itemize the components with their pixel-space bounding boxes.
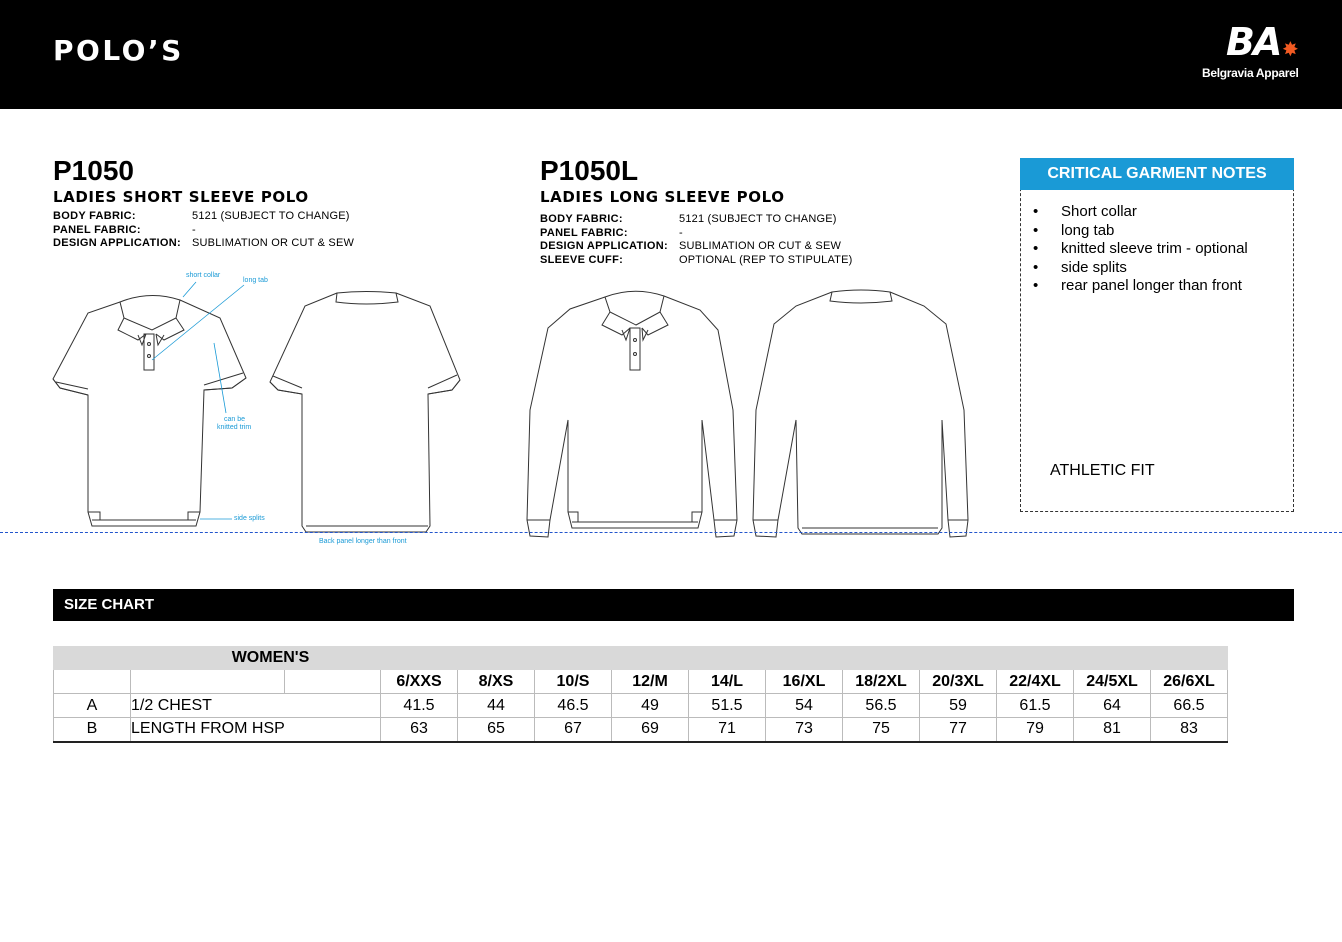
list-item: • Short collar	[1033, 203, 1137, 220]
divider	[0, 532, 1342, 533]
long-sleeve-back-drawing	[753, 290, 968, 537]
logo-mark: BA	[1226, 20, 1281, 64]
spec-row: PANEL FABRIC: -	[540, 226, 683, 239]
short-sleeve-back-drawing	[270, 292, 460, 533]
product-code: P1050L	[540, 155, 639, 186]
annotation-side-splits: side splits	[234, 515, 265, 522]
table-header-row	[54, 670, 1228, 694]
long-sleeve-front-drawing	[527, 291, 737, 537]
spec-row: BODY FABRIC: 5121 (SUBJECT TO CHANGE)	[540, 213, 837, 225]
size-header: 22/4XL	[997, 670, 1074, 694]
product-name: LADIES LONG SLEEVE POLO	[540, 188, 785, 206]
bullet-icon: •	[1033, 277, 1039, 295]
table-row: B LENGTH FROM HSP 63 65 67 69 71 73 75 77 79 81 83	[54, 718, 1228, 742]
size-chart-table	[53, 646, 1228, 743]
fit-label: ATHLETIC FIT	[1050, 462, 1155, 479]
spec-row: PANEL FABRIC: -	[53, 223, 196, 236]
star-icon: ✸	[1282, 39, 1299, 61]
product-code: P1050	[53, 155, 134, 186]
size-header: 18/2XL	[843, 670, 920, 694]
list-item: • long tab	[1033, 221, 1115, 239]
bullet-icon: •	[1033, 258, 1039, 276]
row-label: LENGTH FROM HSP	[131, 718, 381, 742]
table-caption-row	[54, 647, 1228, 670]
critical-garment-notes	[1020, 158, 1294, 512]
spec-row: SLEEVE CUFF: OPTIONAL (REP TO STIPULATE)	[540, 253, 853, 266]
size-header: 16/XL	[766, 670, 843, 694]
size-header: 24/5XL	[1074, 670, 1151, 694]
bullet-icon: •	[1033, 240, 1039, 258]
page-title: POLO’S	[53, 34, 184, 67]
size-header: 8/XS	[458, 670, 535, 694]
product-name: LADIES SHORT SLEEVE POLO	[53, 188, 309, 206]
list-item: • rear panel longer than front	[1033, 277, 1242, 295]
bullet-icon: •	[1033, 203, 1039, 220]
table-row: A 1/2 CHEST 41.5 44 46.5 49 51.5 54 56.5 59 61.5 64 66.5	[54, 694, 1228, 718]
annotation-can-be: can be	[224, 416, 246, 423]
size-header: 20/3XL	[920, 670, 997, 694]
notes-list	[1033, 203, 1248, 296]
annotation-short-collar: short collar	[186, 272, 221, 279]
spec-row: BODY FABRIC: 5121 (SUBJECT TO CHANGE)	[53, 210, 350, 222]
annotation-knitted-trim: knitted trim	[217, 424, 252, 431]
spec-row: DESIGN APPLICATION: SUBLIMATION OR CUT & SEW	[540, 240, 842, 252]
brand-name: Belgravia Apparel	[1202, 66, 1299, 80]
notes-title: CRITICAL GARMENT NOTES	[1020, 158, 1294, 190]
short-sleeve-front-drawing	[53, 295, 246, 526]
size-header: 26/6XL	[1151, 670, 1228, 694]
list-item: • side splits	[1033, 258, 1127, 276]
table-caption: WOMEN'S	[231, 649, 310, 666]
size-header: 14/L	[689, 670, 766, 694]
row-label: 1/2 CHEST	[131, 694, 381, 718]
list-item: • knitted sleeve trim - optional	[1033, 240, 1248, 258]
size-chart-title: SIZE CHART	[53, 589, 1294, 621]
annotation-back-panel: Back panel longer than front	[319, 538, 407, 545]
bullet-icon: •	[1033, 221, 1039, 239]
spec-row: DESIGN APPLICATION: SUBLIMATION OR CUT & SEW	[53, 237, 355, 249]
annotation-long-tab: long tab	[243, 277, 268, 284]
size-header: 10/S	[535, 670, 612, 694]
size-header: 12/M	[612, 670, 689, 694]
size-header: 6/XXS	[381, 670, 458, 694]
